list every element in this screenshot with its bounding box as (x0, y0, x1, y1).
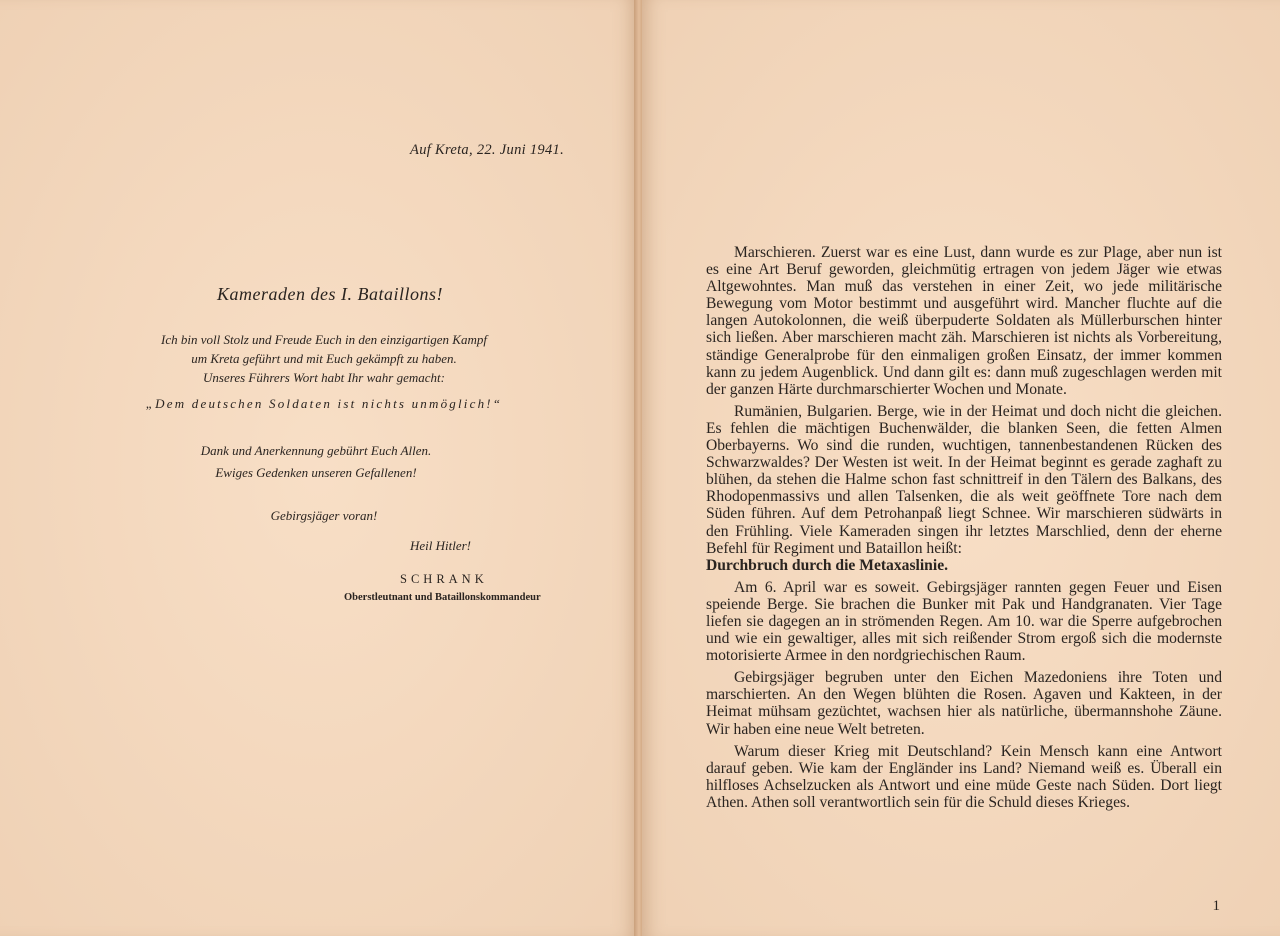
message-line: Ich bin voll Stolz und Freude Euch in den einzigartigen Kampf (161, 332, 487, 347)
paragraph: Marschieren. Zuerst war es eine Lust, dann wurde es zur Plage, aber nun ist es eine Art Beruf geworden, gleichmütig ertragen von jedem Jäger wie etwas Altgewohntes. Man muß das verstehen in einer Zeit, wo jede militärische Bewegung vom Motor bestimmt und ausgeführt wird. Mancher fluchte auf die langen Autokolonnen, die weiß überpuderte Soldaten als Müllerburschen hinter sich ließen. Aber marschieren macht zäh. Marschieren ist nichts als Vorbereitung, ständige Generalprobe für den einmaligen großen Einsatz, der immer kommen kann zu jedem Augenblick. Und dann gilt es: dann muß zugeschlagen werden mit der ganzen Härte durchmarschierter Wochen und Monate. (706, 244, 1222, 398)
left-page (0, 0, 637, 936)
paragraph: Am 6. April war es soweit. Gebirgsjäger rannten gegen Feuer und Eisen speiende Berge. Sie brachen die Bunker mit Pak und Handgranaten. Vier Tage liefen sie dagegen an in strömenden Regen. Am 10. war die Sperre aufgebrochen und wie ein gewaltiger, alles mit sich reißender Strom ergoß sich die modernste motorisierte Armee in den nordgriechischen Raum. (706, 578, 1222, 665)
dateline: Auf Kreta, 22. Juni 1941. (410, 142, 564, 158)
salute: Heil Hitler! (410, 538, 472, 553)
paragraph: Warum dieser Krieg mit Deutschland? Kein Mensch kann eine Antwort darauf geben. Wie kam der Engländer ins Land? Niemand weiß es. Überall ein hilfloses Achselzucken als Antwort und eine müde Geste nach Süden. Dort liegt Athen. Athen soll verantwortlich sein für die Schuld dieses Krieges. (706, 742, 1222, 811)
address-heading: Kameraden des I. Bataillons! (217, 284, 443, 304)
thanks-line: Ewiges Gedenken unseren Gefallenen! (215, 465, 417, 480)
signature-name: SCHRANK (400, 572, 488, 586)
thanks-line: Dank und Anerkennung gebührt Euch Allen. (200, 443, 432, 458)
paragraph: Gebirgsjäger begruben unter den Eichen Mazedoniens ihre Toten und marschierten. An den Wegen blühten die Rosen. Agaven und Kakteen, in der Heimat mühsam gezüchtet, wachsen hier als natürliche, übermannshohe Zäune. Wir haben eine neue Welt betreten. (706, 669, 1222, 738)
message-line: Unseres Führers Wort habt Ihr wahr gemacht: (203, 370, 445, 385)
message-block (0, 330, 648, 387)
body-text (706, 244, 1222, 816)
message-line: um Kreta geführt und mit Euch gekämpft zu haben. (191, 351, 457, 366)
emphasis-line: Durchbruch durch die Metaxaslinie. (706, 556, 949, 574)
battle-cry: Gebirgsjäger voran! (270, 508, 378, 523)
signature-title: Oberstleutnant und Bataillonskommandeur (344, 592, 541, 603)
paragraph: Rumänien, Bulgarien. Berge, wie in der Heimat und doch nicht die gleichen. Es fehlen die mächtigen Buchenwälder, die blanken Seen, die fetten Almen Oberbayerns. Wo sind die runden, wuchtigen, tannenbestandenen Rücken des Schwarzwaldes? Der Westen ist weit. In der Heimat beginnt es gerade zaghaft zu blühen, da stehen die Halme schon fast schnittreif in den Tälern des Balkans, des Rhodopenmassivs und allen Talsenken, die als weit geöffnete Tore nach dem Süden führen. Auf dem Petrohanpaß liegt Schnee. Wir marschieren südwärts in den Frühling. Viele Kameraden singen ihr letztes Marschlied, denn der eherne Befehl für Regiment und Bataillon heißt: (706, 402, 1222, 557)
fuehrer-quote: „Dem deutschen Soldaten ist nichts unmöglich!“ (145, 396, 503, 411)
page-number: 1 (1212, 898, 1220, 914)
thanks-block (0, 440, 640, 484)
